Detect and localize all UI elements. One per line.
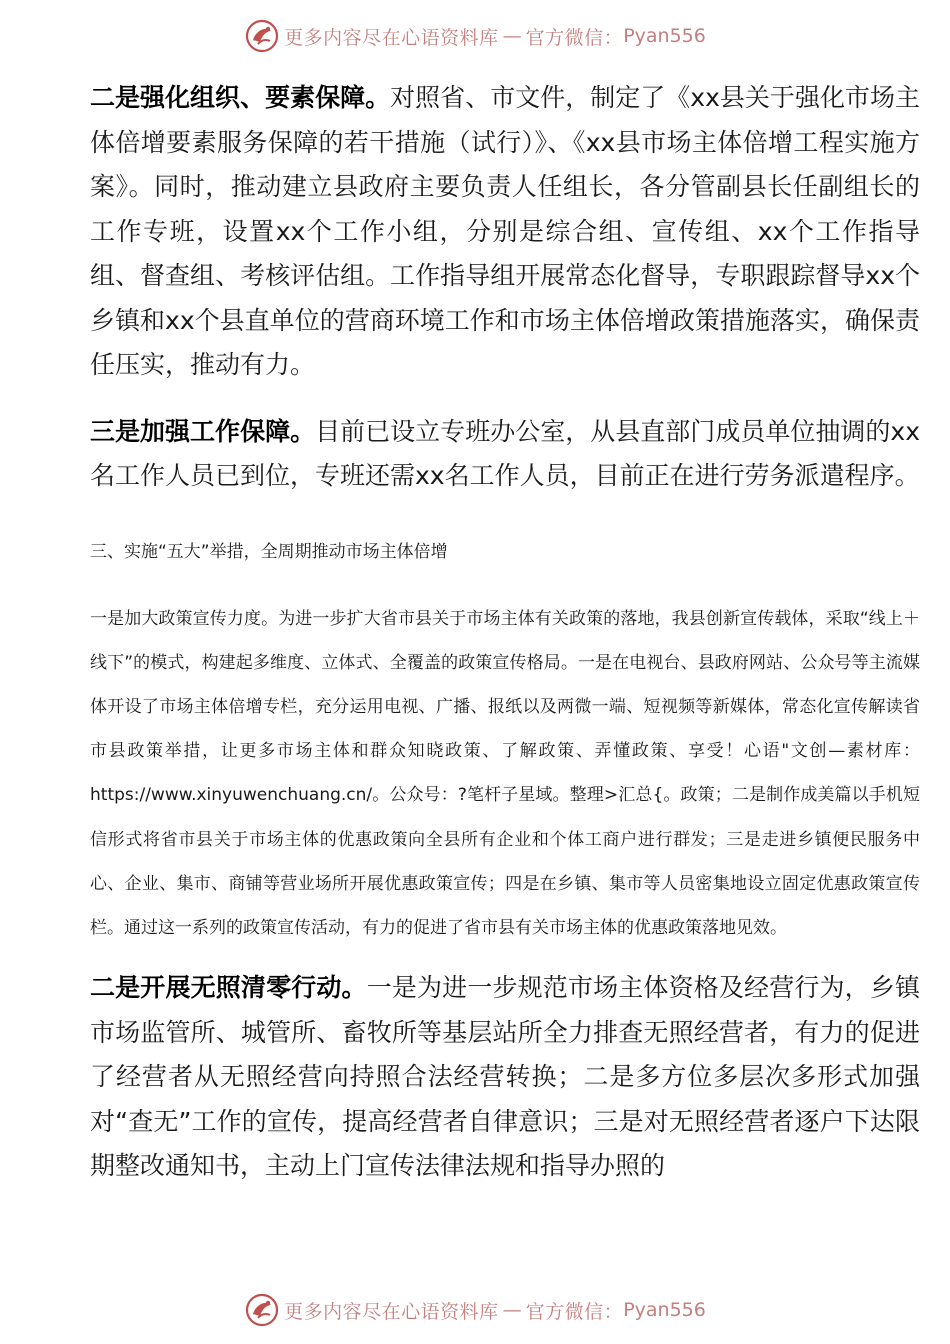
seal-logo-icon bbox=[244, 1292, 280, 1328]
watermark-footer bbox=[0, 1290, 950, 1330]
watermark-header bbox=[0, 16, 950, 56]
paragraph-text: 目前已设立专班办公室，从县直部门成员单位抽调的xx名工作人员已到位，专班还需xx名工作人员，目前正在进行劳务派遣程序。 bbox=[90, 416, 920, 490]
seal-logo-icon bbox=[244, 18, 280, 54]
watermark-wechat-id: Pyan556 bbox=[623, 1299, 706, 1321]
paragraph-organization-guarantee bbox=[90, 76, 920, 388]
paragraph-lead: 二是强化组织、要素保障。 bbox=[90, 83, 391, 112]
watermark-text: 更多内容尽在心语资料库 bbox=[284, 1300, 499, 1323]
paragraph-lead: 二是开展无照清零行动。 bbox=[90, 973, 367, 1003]
section-heading: 三、实施“五大”举措，全周期推动市场主体倍增 bbox=[90, 541, 448, 562]
paragraph-unlicensed-clearance bbox=[90, 966, 920, 1189]
document-body bbox=[90, 76, 920, 1211]
watermark-separator: — bbox=[502, 1299, 522, 1321]
watermark-wechat-label: 官方微信： bbox=[525, 1300, 624, 1323]
watermark-text: 更多内容尽在心语资料库 bbox=[284, 26, 499, 49]
watermark-wechat-label: 官方微信： bbox=[525, 26, 624, 49]
paragraph-policy-publicity: 一是加大政策宣传力度。为进一步扩大省市县关于市场主体有关政策的落地，我县创新宣传载体，采取“线上＋线下”的模式，构建起多维度、立体式、全覆盖的政策宣传格局。一是在电视台、县政府网站、公众号等主流媒体开设了市场主体倍增专栏，充分运用电视、广播、报纸以及两微一端、短视频等新媒体，常态化宣传解读省市县政策举措，让更多市场主体和群众知晓政策、了解政策、弄懂政策、享受！心语"文创—素材库：https://www.xinyuwenchuang.cn/。公众号：?笔杆子星域。整理>汇总{。政策；二是制作成美篇以手机短信形式将省市县关于市场主体的优惠政策向全县所有企业和个体工商户进行群发；三是走进乡镇便民服务中心、企业、集市、商铺等营业场所开展优惠政策宣传；四是在乡镇、集市等人员密集地设立固定优惠政策宣传栏。通过这一系列的政策宣传活动，有力的促进了省市县有关市场主体的优惠政策落地见效。 bbox=[90, 608, 920, 938]
paragraph-lead: 三是加强工作保障。 bbox=[90, 416, 316, 446]
paragraph-text: 一是为进一步规范市场主体资格及经营行为，乡镇市场监管所、城管所、畜牧所等基层站所全力排查无照经营者，有力的促进了经营者从无照经营向持照合法经营转换；二是多方位多层次多形式加强对“查无”工作的宣传，提高经营者自律意识；三是对无照经营者逐户下达限期整改通知书，主动上门宣传法律法规和指导办照的 bbox=[90, 973, 920, 1181]
watermark-wechat-id: Pyan556 bbox=[623, 25, 706, 47]
paragraph-work-guarantee bbox=[90, 410, 920, 499]
watermark-separator: — bbox=[502, 25, 522, 47]
paragraph-text: 对照省、市文件，制定了《xx县关于强化市场主体倍增要素服务保障的若干措施（试行）》、《xx县市场主体倍增工程实施方案》。同时，推动建立县政府主要负责人任组长，各分管副县长任副组长的工作专班，设置xx个工作小组，分别是综合组、宣传组、xx个工作指导组、督查组、考核评估组。工作指导组开展常态化督导，专职跟踪督导xx个乡镇和xx个县直单位的营商环境工作和市场主体倍增政策措施落实，确保责任压实，推动有力。 bbox=[90, 83, 920, 379]
